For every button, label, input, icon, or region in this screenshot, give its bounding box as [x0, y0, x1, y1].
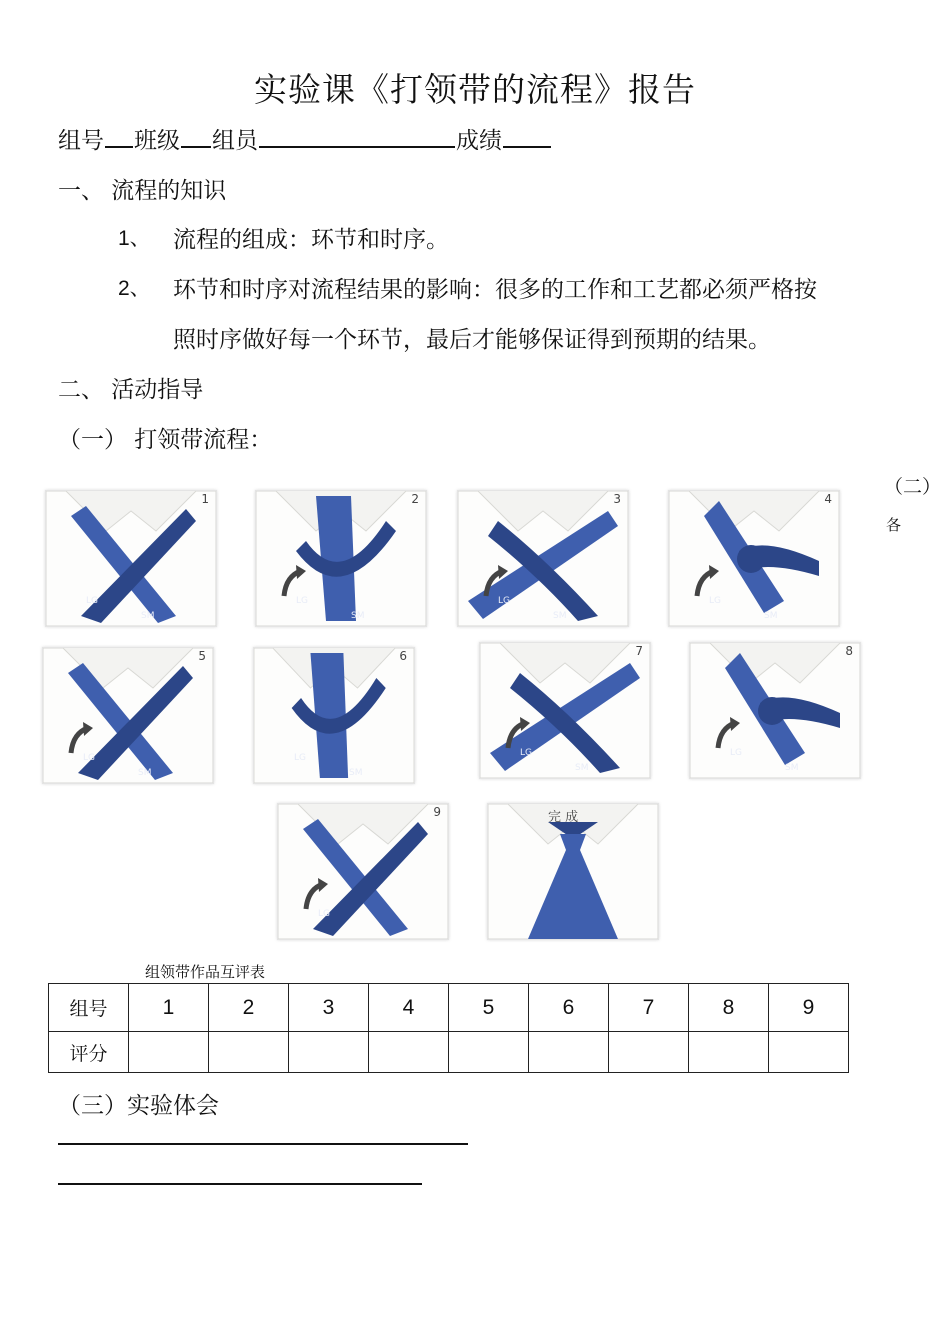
- section1-heading: 一、 流程的知识: [58, 178, 227, 204]
- group-cell: 2: [209, 984, 289, 1032]
- group-blank[interactable]: [105, 124, 133, 148]
- rating-table: [48, 983, 849, 1073]
- tie-step-image: [277, 803, 449, 940]
- group-cell: 4: [369, 984, 449, 1032]
- tie-step-number: 4: [824, 492, 832, 506]
- tie-step-number: 1: [201, 492, 209, 506]
- item2-number: 2、: [118, 277, 151, 300]
- tie-step-number: 5: [198, 649, 206, 663]
- tie-step-image: [253, 647, 415, 784]
- table-row: [49, 984, 849, 1032]
- tie-brand-label: SM: [764, 611, 778, 621]
- group-cell: 9: [769, 984, 849, 1032]
- tie-step-image: [457, 490, 629, 627]
- tie-brand-label: LG: [709, 596, 721, 606]
- score-cell[interactable]: [609, 1032, 689, 1073]
- score-cell[interactable]: [369, 1032, 449, 1073]
- tie-brand-label: SM: [351, 611, 365, 621]
- group-label: 组号: [58, 128, 104, 154]
- tie-step-image: [668, 490, 840, 627]
- tie-step-number: 7: [635, 644, 643, 658]
- score-cell[interactable]: [449, 1032, 529, 1073]
- table-caption: 组领带作品互评表: [145, 963, 266, 981]
- score-blank[interactable]: [503, 124, 551, 148]
- group-cell: 7: [609, 984, 689, 1032]
- tie-brand-label: LG: [294, 753, 306, 763]
- tie-brand-label: LG: [318, 909, 330, 919]
- tie-brand-label: LG: [730, 748, 742, 758]
- reflection-line[interactable]: [58, 1143, 468, 1145]
- score-cell[interactable]: [769, 1032, 849, 1073]
- score-cell[interactable]: [289, 1032, 369, 1073]
- reflection-line[interactable]: [58, 1183, 422, 1185]
- group-cell: 5: [449, 984, 529, 1032]
- subsection2-label-cont: 各: [886, 516, 902, 534]
- tie-illustration: [458, 491, 628, 626]
- group-cell: 8: [689, 984, 769, 1032]
- tie-step-image: [487, 803, 659, 940]
- report-header: [58, 122, 552, 155]
- tie-step-number: 6: [399, 649, 407, 663]
- score-cell[interactable]: [129, 1032, 209, 1073]
- tie-step-number: 2: [411, 492, 419, 506]
- class-blank[interactable]: [181, 124, 211, 148]
- tie-step-number: 8: [845, 644, 853, 658]
- tie-step-image: [255, 490, 427, 627]
- tie-brand-label: LG: [498, 596, 510, 606]
- page-title: 实验课《打领带的流程》报告: [254, 70, 696, 109]
- tie-illustration: [43, 648, 213, 783]
- item2-text-line1: 环节和时序对流程结果的影响：很多的工作和工艺都必须严格按: [173, 277, 817, 303]
- table-row: [49, 1032, 849, 1073]
- tie-step-number: 9: [433, 805, 441, 819]
- members-label: 组员: [212, 128, 258, 154]
- tie-brand-label: SM: [785, 763, 799, 773]
- tie-illustration: [46, 491, 216, 626]
- tie-brand-label: LG: [296, 596, 308, 606]
- group-cell: 3: [289, 984, 369, 1032]
- members-blank[interactable]: [259, 124, 455, 148]
- group-header-cell: 组号: [49, 984, 129, 1032]
- item1-text: 流程的组成：环节和时序。: [173, 227, 449, 253]
- tie-brand-label: LG: [86, 596, 98, 606]
- tie-brand-label: LG: [83, 753, 95, 763]
- tie-step-number: 完 成: [548, 810, 579, 825]
- item2-text-line2: 照时序做好每一个环节，最后才能够保证得到预期的结果。: [173, 327, 771, 353]
- subsection2-label: （二）: [884, 476, 942, 498]
- section3-heading: （三）实验体会: [58, 1093, 219, 1119]
- tie-step-image: [45, 490, 217, 627]
- tie-illustration: [690, 643, 860, 778]
- subsection1-heading: （一） 打领带流程：: [58, 427, 273, 453]
- tie-illustration: [256, 491, 426, 626]
- tie-brand-label: LG: [520, 748, 532, 758]
- tie-step-image: [689, 642, 861, 779]
- tie-step-number: 3: [613, 492, 621, 506]
- tie-illustration: [669, 491, 839, 626]
- tie-illustration: [278, 804, 448, 939]
- score-header-cell: 评分: [49, 1032, 129, 1073]
- item1-number: 1、: [118, 227, 151, 250]
- score-cell[interactable]: [209, 1032, 289, 1073]
- tie-brand-label: SM: [575, 763, 589, 773]
- tie-brand-label: SM: [349, 768, 363, 778]
- tie-brand-label: SM: [138, 768, 152, 778]
- tie-step-image: [479, 642, 651, 779]
- group-cell: 6: [529, 984, 609, 1032]
- tie-brand-label: SM: [553, 611, 567, 621]
- score-cell[interactable]: [529, 1032, 609, 1073]
- tie-step-image: [42, 647, 214, 784]
- group-cell: 1: [129, 984, 209, 1032]
- score-cell[interactable]: [689, 1032, 769, 1073]
- tie-illustration: [254, 648, 414, 783]
- tie-illustration: [480, 643, 650, 778]
- class-label: 班级: [134, 128, 180, 154]
- tie-brand-label: SM: [141, 611, 155, 621]
- section2-heading: 二、 活动指导: [58, 377, 204, 403]
- score-label: 成绩: [456, 128, 502, 154]
